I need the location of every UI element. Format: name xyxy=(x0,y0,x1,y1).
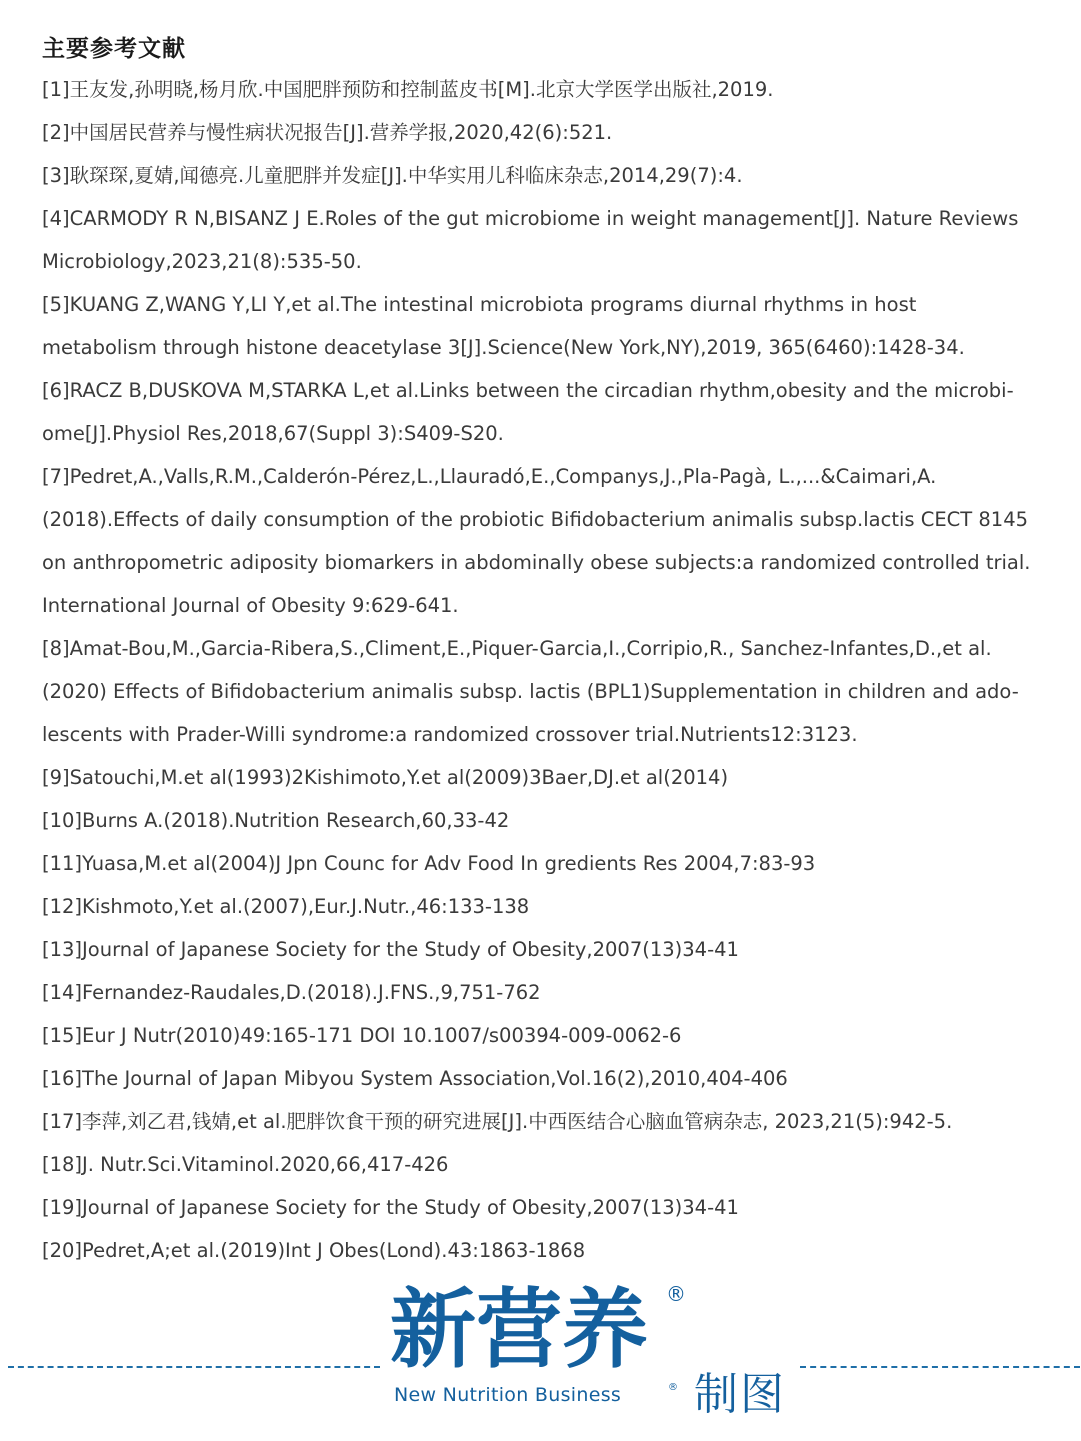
reference-item: [13]Journal of Japanese Society for the Study of Obesity,2007(13)34-41 xyxy=(42,938,739,961)
footer-brand xyxy=(0,1280,1081,1441)
registered-mark: ® xyxy=(666,1282,686,1306)
reference-list xyxy=(42,68,1034,1272)
reference-item: [3]耿琛琛,夏婧,闻德亮.儿童肥胖并发症[J].中华实用儿科临床杂志,2014,29(7):4. xyxy=(42,164,743,187)
reference-item: [15]Eur J Nutr(2010)49:165-171 DOI 10.1007/s00394-009-0062-6 xyxy=(42,1024,682,1047)
reference-item: [10]Burns A.(2018).Nutrition Research,60,33-42 xyxy=(42,809,510,832)
reference-item: [16]The Journal of Japan Mibyou System Association,Vol.16(2),2010,404-406 xyxy=(42,1067,788,1090)
reference-item: [4]CARMODY R N,BISANZ J E.Roles of the gut microbiome in weight management[J]. Nature Reviews Microbiology,2023,21(8):535-50. xyxy=(42,207,1019,273)
dashed-divider-left xyxy=(8,1366,380,1368)
reference-item: [12]Kishmoto,Y.et al.(2007),Eur.J.Nutr.,46:133-138 xyxy=(42,895,530,918)
reference-item: [2]中国居民营养与慢性病状况报告[J].营养学报,2020,42(6):521. xyxy=(42,121,613,144)
reference-item: [9]Satouchi,M.et al(1993)2Kishimoto,Y.et al(2009)3Baer,DJ.et al(2014) xyxy=(42,766,729,789)
registered-mark-small: ® xyxy=(668,1382,678,1393)
reference-item: [11]Yuasa,M.et al(2004)J Jpn Counc for Adv Food In gredients Res 2004,7:83-93 xyxy=(42,852,816,875)
reference-item: [5]KUANG Z,WANG Y,LI Y,et al.The intestinal microbiota programs diurnal rhythms in host metabolism through histone deacetylase 3[J].Science(New York,NY),2019, 365(6460):1428-34. xyxy=(42,293,965,359)
reference-item: [18]J. Nutr.Sci.Vitaminol.2020,66,417-426 xyxy=(42,1153,449,1176)
reference-item: [8]Amat-Bou,M.,Garcia-Ribera,S.,Climent,E.,Piquer-Garcia,I.,Corripio,R., Sanchez-Infantes,D.,et al.(2020) Effects of Bifidobacterium animalis subsp. lactis (BPL1)Supplementation in children and ado-lescents with Prader-Willi syndrome:a randomized crossover trial.Nutrients12:3123. xyxy=(42,637,1019,746)
made-by-label: 制图 xyxy=(694,1369,786,1420)
reference-item: [20]Pedret,A;et al.(2019)Int J Obes(Lond).43:1863-1868 xyxy=(42,1239,586,1262)
reference-item: [19]Journal of Japanese Society for the Study of Obesity,2007(13)34-41 xyxy=(42,1196,739,1219)
reference-item: [1]王友发,孙明晓,杨月欣.中国肥胖预防和控制蓝皮书[M].北京大学医学出版社,2019. xyxy=(42,78,774,101)
brand-logo-english: New Nutrition Business xyxy=(394,1384,622,1406)
reference-item: [6]RACZ B,DUSKOVA M,STARKA L,et al.Links between the circadian rhythm,obesity and the microbi-ome[J].Physiol Res,2018,67(Suppl 3):S409-S20. xyxy=(42,379,1014,445)
reference-item: [17]李萍,刘乙君,钱婧,et al.肥胖饮食干预的研究进展[J].中西医结合心脑血管病杂志, 2023,21(5):942-5. xyxy=(42,1110,953,1133)
reference-item: [14]Fernandez-Raudales,D.(2018).J.FNS.,9,751-762 xyxy=(42,981,541,1004)
dashed-divider-right xyxy=(800,1366,1080,1368)
brand-logo-chinese: 新营养 xyxy=(390,1279,648,1380)
page-title: 主要参考文献 xyxy=(42,36,186,62)
reference-item: [7]Pedret,A.,Valls,R.M.,Calderón-Pérez,L.,Llauradó,E.,Companys,J.,Pla-Pagà, L.,...&Caimari,A.(2018).Effects of daily consumption of the probiotic Bifidobacterium animalis subsp.lactis CECT 8145 on anthropometric adiposity biomarkers in abdominally obese subjects:a randomized controlled trial. International Journal of Obesity 9:629-641. xyxy=(42,465,1031,617)
